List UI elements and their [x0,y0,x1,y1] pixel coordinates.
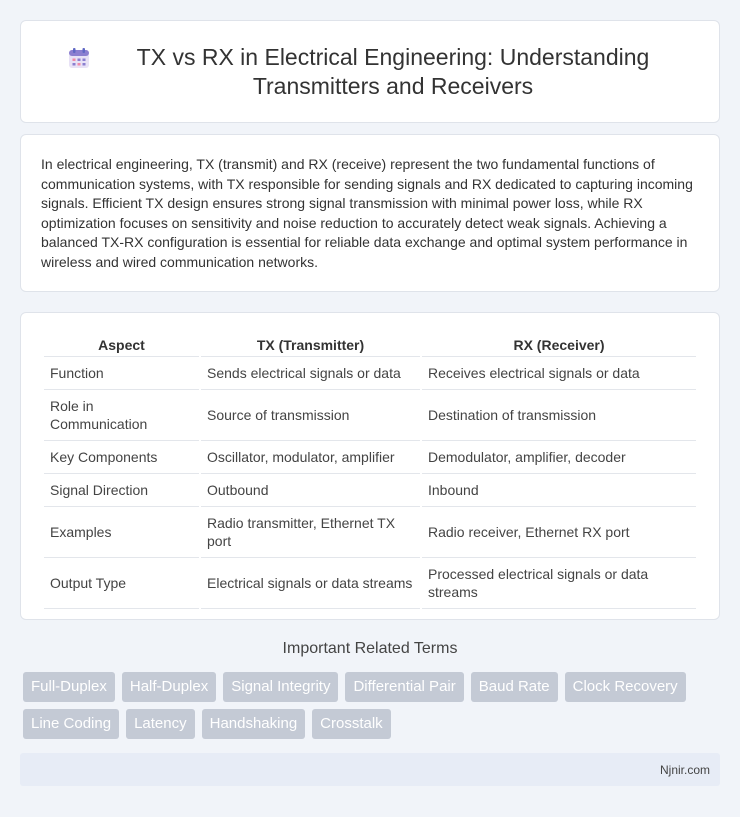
summary-text: In electrical engineering, TX (transmit) and RX (receive) represent the two fundamental functions of communication systems, with TX responsible for sending signals and RX dedicated to capturing incoming signals. Efficient TX design ensures strong signal transmission with minimal power loss, while RX optimization focuses on sensitivity and noise reduction to accurately detect weak signals. Achieving a balanced TX-RX configuration is essential for reliable data exchange and optimal system performance in wireless and wired communication networks. [41,156,693,270]
tag-handshaking[interactable]: Handshaking [202,709,306,739]
table-cell: Key Components [44,441,199,474]
header-rx: RX (Receiver) [422,333,696,357]
tag-full-duplex[interactable]: Full-Duplex [23,672,115,702]
tag-baud-rate[interactable]: Baud Rate [471,672,558,702]
table-cell: Outbound [201,474,420,507]
page-title: TX vs RX in Electrical Engineering: Understanding Transmitters and Receivers [136,43,650,99]
calendar-icon [67,46,91,70]
table-cell: Electrical signals or data streams [201,558,420,609]
related-terms-title: Important Related Terms [282,640,458,657]
tag-clock-recovery[interactable]: Clock Recovery [565,672,686,702]
table-row [44,441,696,474]
table-cell: Inbound [422,474,696,507]
table-cell: Demodulator, amplifier, decoder [422,441,696,474]
header-aspect: Aspect [44,333,199,357]
table-cell: Function [44,357,199,390]
comparison-table-card [20,312,720,620]
tag-crosstalk[interactable]: Crosstalk [312,709,391,739]
tag-signal-integrity[interactable]: Signal Integrity [223,672,338,702]
table-cell: Processed electrical signals or data streams [422,558,696,609]
table-row [44,507,696,558]
table-cell: Output Type [44,558,199,609]
footer [20,753,720,786]
table-cell: Sends electrical signals or data [201,357,420,390]
table-row [44,474,696,507]
title-wrap [67,43,673,101]
header-tx: TX (Transmitter) [201,333,420,357]
comparison-table [42,333,698,609]
tag-latency[interactable]: Latency [126,709,195,739]
table-header-row [44,333,696,357]
tag-half-duplex[interactable]: Half-Duplex [122,672,216,702]
table-cell: Examples [44,507,199,558]
title-card [20,20,720,123]
table-cell: Role in Communication [44,390,199,441]
tag-differential-pair[interactable]: Differential Pair [345,672,463,702]
table-cell: Destination of transmission [422,390,696,441]
tag-line-coding[interactable]: Line Coding [23,709,119,739]
related-terms-list [23,672,723,746]
table-row [44,357,696,390]
table-cell: Signal Direction [44,474,199,507]
table-cell: Radio transmitter, Ethernet TX port [201,507,420,558]
table-row [44,390,696,441]
table-cell: Oscillator, modulator, amplifier [201,441,420,474]
table-cell: Radio receiver, Ethernet RX port [422,507,696,558]
footer-site-link[interactable]: Njnir.com [659,762,710,777]
summary-card [20,134,720,292]
table-cell: Source of transmission [201,390,420,441]
table-row [44,558,696,609]
table-cell: Receives electrical signals or data [422,357,696,390]
